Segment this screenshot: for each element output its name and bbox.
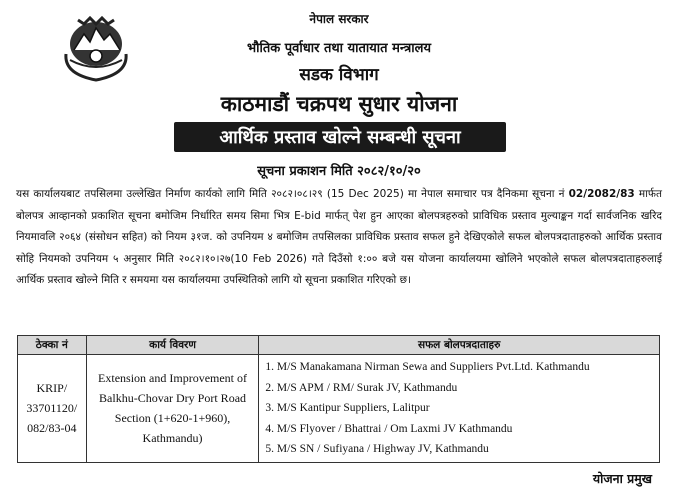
government-name: नेपाल सरकार: [309, 12, 369, 26]
notice-title-banner: [174, 122, 506, 152]
table-header-row: [18, 336, 660, 355]
contract-number: KRIP/ 33701120/ 082/83-04: [18, 355, 87, 463]
notice-title: आर्थिक प्रस्ताव खोल्ने सम्बन्धी सूचना: [219, 127, 461, 148]
bidders-list: [259, 355, 660, 463]
bidder-item: 3. M/S Kantipur Suppliers, Lalitpur: [265, 402, 430, 414]
bidder-item: 5. M/S SN / Sufiyana / Highway JV, Kathmandu: [265, 443, 489, 455]
notice-body-part1: यस कार्यालयबाट तपसिलमा उल्लेखित निर्माण कार्यको लागि मिति २०८२।०८।२९ (15 Dec 2025) मा नेपाल समाचार पत्र दैनिकमा सूचना नं: [16, 188, 569, 200]
notice-body-part2: मार्फत बोलपत्र आव्हानको प्रकाशित सूचना बमोजिम निर्धारित समय सिमा भित्र E-bid मार्फत् पेश हुन आएका बोलपत्रहरुको प्राविधिक प्रस्ताव मुल्याङ्कन गर्दा सार्वजनिक खरिद नियमावलि २०६४ (संसोधन सहित) को नियम ३१ज. को उपनियम ४ बमोजिम तपसिलका प्राविधिक प्रस्ताव सफल हुने देखिएकोले सफल बोलपत्रदाताहरुको आर्थिक प्रस्ताव सोहि नियमको उपनियम ५ अनुसार मिति २०८२।१०।२७(10 Feb 2026) गते दिउँसो १:०० बजे यस योजना कार्यालयमा खोलिने भएकोले सफल बोलपत्रदाताहरुलाई आर्थिक प्रस्ताव खोल्ने मिति र समयमा यस कार्यालयमा उपस्थितिको लागि यो सूचना प्रकाशित गरिएको छ।: [16, 188, 662, 287]
signature-title: योजना प्रमुख: [592, 471, 652, 486]
publication-date: सूचना प्रकाशन मिति २०८२/१०/२०: [257, 164, 421, 179]
bidder-item: 1. M/S Manakamana Nirman Sewa and Suppliers Pvt.Ltd. Kathmandu: [265, 361, 590, 373]
successful-bidders-table: [17, 335, 660, 463]
table-row: [18, 355, 660, 463]
department-name: सडक विभाग: [299, 65, 379, 85]
notice-body: [16, 184, 662, 292]
header-contract-no: ठेक्का नं: [18, 336, 87, 355]
bidder-item: 2. M/S APM / RM/ Surak JV, Kathmandu: [265, 381, 458, 394]
notice-number: 02/2082/83: [568, 188, 635, 200]
bidder-item: 4. M/S Flyover / Bhattrai / Om Laxmi JV Kathmandu: [265, 422, 513, 435]
header-work-description: कार्य विवरण: [86, 336, 259, 355]
project-name: काठमाडौं चक्रपथ सुधार योजना: [220, 92, 458, 116]
header-successful-bidders: सफल बोलपत्रदाताहरु: [259, 336, 660, 355]
ministry-name: भौतिक पूर्वाधार तथा यातायात मन्त्रालय: [246, 41, 431, 56]
work-description: Extension and Improvement of Balkhu-Chovar Dry Port Road Section (1+620-1+960), Kathmandu): [86, 355, 259, 463]
